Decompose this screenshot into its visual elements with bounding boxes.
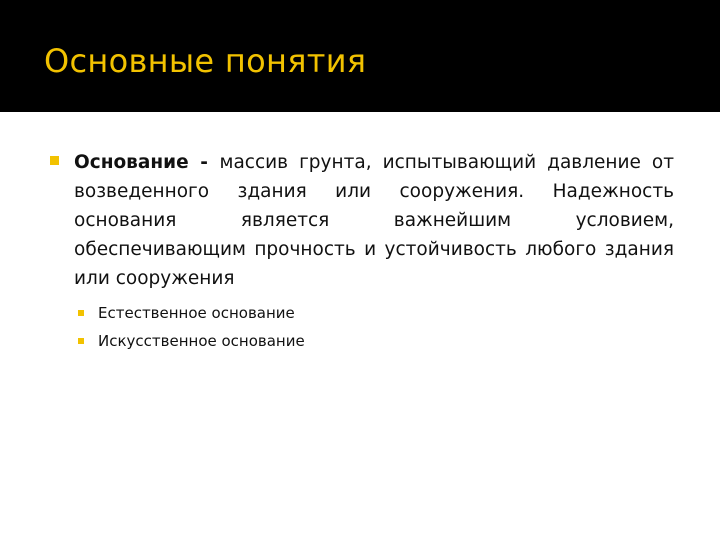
term-label: Основание -: [74, 152, 220, 173]
sub-bullet-item: [74, 299, 674, 327]
sub-bullet-label: Искусственное основание: [98, 332, 305, 350]
main-bullet-item: [44, 148, 674, 293]
square-bullet-icon: [50, 156, 59, 165]
slide-content: [44, 148, 674, 355]
slide-title: Основные понятия: [44, 42, 367, 80]
sub-bullet-label: Естественное основание: [98, 304, 295, 322]
definition-text: массив грунта, испытывающий давление от возведенного здания или сооружения. Надежность основания является важнейшим условием, обеспечивающим прочность и устойчивость любого здания или сооружения: [74, 152, 675, 289]
main-bullet-text: [74, 148, 674, 293]
title-bar: [0, 0, 720, 112]
small-square-bullet-icon: [78, 338, 84, 344]
small-square-bullet-icon: [78, 310, 84, 316]
sub-bullet-list: [44, 299, 674, 355]
sub-bullet-item: [74, 327, 674, 355]
